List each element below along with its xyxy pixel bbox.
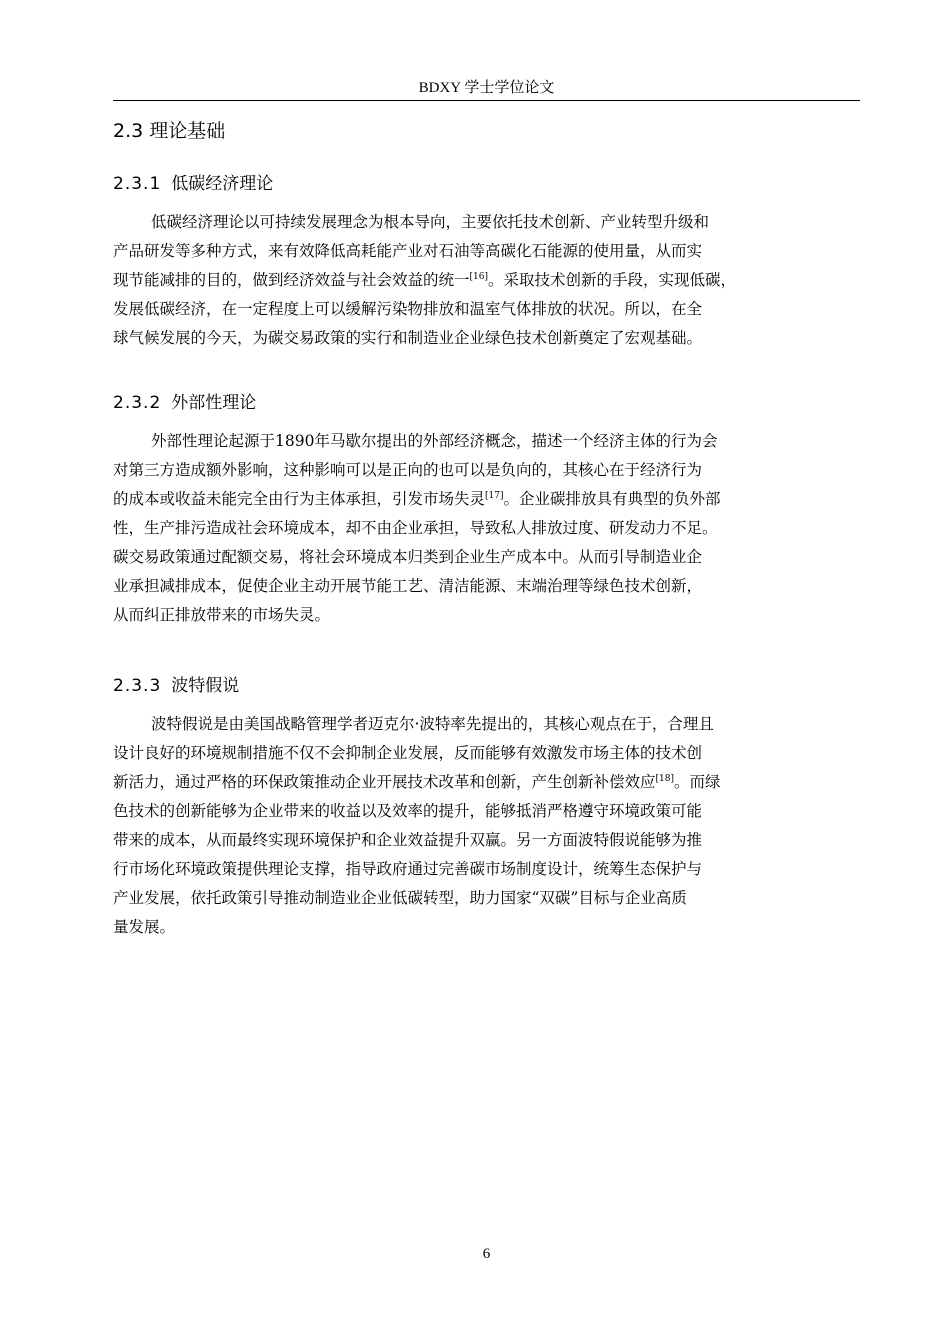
paragraph-line: 业承担减排成本，促使企业主动开展节能工艺、清洁能源、末端治理等绿色技术创新， (113, 577, 703, 595)
paragraph-line: 带来的成本，从而最终实现环境保护和企业效益提升双赢。另一方面波特假说能够为推 (113, 831, 703, 849)
page-number: 6 (482, 1246, 491, 1262)
paragraph-line: 外部性理论起源于1890年马歇尔提出的外部经济概念，描述一个经济主体的行为会 (151, 432, 718, 450)
citation-marker: [17] (485, 491, 504, 501)
paragraph-line: 色技术的创新能够为企业带来的收益以及效率的提升，能够抵消严格遵守环境政策可能 (113, 802, 703, 820)
subsection-title: 外部性理论 (171, 393, 257, 413)
paragraph-line: 行市场化环境政策提供理论支撑，指导政府通过完善碳市场制度设计，统筹生态保护与 (113, 860, 703, 878)
line-text: 。而绿 (674, 773, 721, 791)
paragraph-line: 量发展。 (113, 918, 176, 936)
subsection-number: 2.3.2 (113, 393, 162, 413)
paragraph-externality-theory (113, 427, 860, 630)
paragraph-line: 波特假说是由美国战略管理学者迈克尔·波特率先提出的，其核心观点在于，合理且 (151, 715, 714, 733)
header-rule (113, 100, 860, 101)
paragraph-line: 性，生产排污造成社会环境成本，却不由企业承担，导致私人排放过度、研发动力不足。 (113, 519, 718, 537)
line-text: 新活力，通过严格的环保政策推动企业开展技术改革和创新，产生创新补偿效应 (113, 773, 656, 791)
paragraph-line: 球气候发展的今天，为碳交易政策的实行和制造业企业绿色技术创新奠定了宏观基础。 (113, 329, 703, 347)
section-title: 2.3 理论基础 (113, 120, 226, 142)
citation-marker: [18] (655, 774, 674, 784)
line-text: 。采取技术创新的手段，实现低碳， (488, 271, 737, 289)
paragraph-line: 对第三方造成额外影响，这种影响可以是正向的也可以是负向的，其核心在于经济行为 (113, 461, 703, 479)
paragraph-line (113, 266, 860, 295)
subsection-number: 2.3.1 (113, 174, 162, 194)
paragraph-line: 产业发展，依托政策引导推动制造业企业低碳转型，助力国家“双碳”目标与企业高质 (113, 889, 687, 907)
line-text: 现节能减排的目的，做到经济效益与社会效益的统一 (113, 271, 470, 289)
subsection-title: 低碳经济理论 (171, 174, 274, 194)
paragraph-line: 低碳经济理论以可持续发展理念为根本导向，主要依托技术创新、产业转型升级和 (151, 213, 710, 231)
paragraph-low-carbon-economy (113, 208, 860, 353)
subsection-heading-2-3-3 (113, 674, 239, 698)
subsection-number: 2.3.3 (113, 676, 162, 696)
subsection-heading-2-3-1 (113, 172, 273, 196)
paragraph-line: 碳交易政策通过配额交易，将社会环境成本归类到企业生产成本中。从而引导制造业企 (113, 548, 703, 566)
subsection-heading-2-3-2 (113, 391, 256, 415)
paragraph-line: 发展低碳经济，在一定程度上可以缓解污染物排放和温室气体排放的状况。所以，在全 (113, 300, 703, 318)
subsection-title: 波特假说 (171, 676, 240, 696)
paragraph-line (113, 485, 860, 514)
paragraph-line: 设计良好的环境规制措施不仅不会抑制企业发展，反而能够有效激发市场主体的技术创 (113, 744, 703, 762)
running-header: BDXY 学士学位论文 (418, 80, 555, 96)
line-text: 的成本或收益未能完全由行为主体承担，引发市场失灵 (113, 490, 486, 508)
paragraph-line: 从而纠正排放带来的市场失灵。 (113, 606, 331, 624)
line-text: 。企业碳排放具有典型的负外部 (503, 490, 721, 508)
paragraph-porter-hypothesis (113, 710, 860, 942)
citation-marker: [16] (469, 272, 488, 282)
paragraph-line (113, 768, 860, 797)
paragraph-line: 产品研发等多种方式，来有效降低高耗能产业对石油等高碳化石能源的使用量，从而实 (113, 242, 703, 260)
